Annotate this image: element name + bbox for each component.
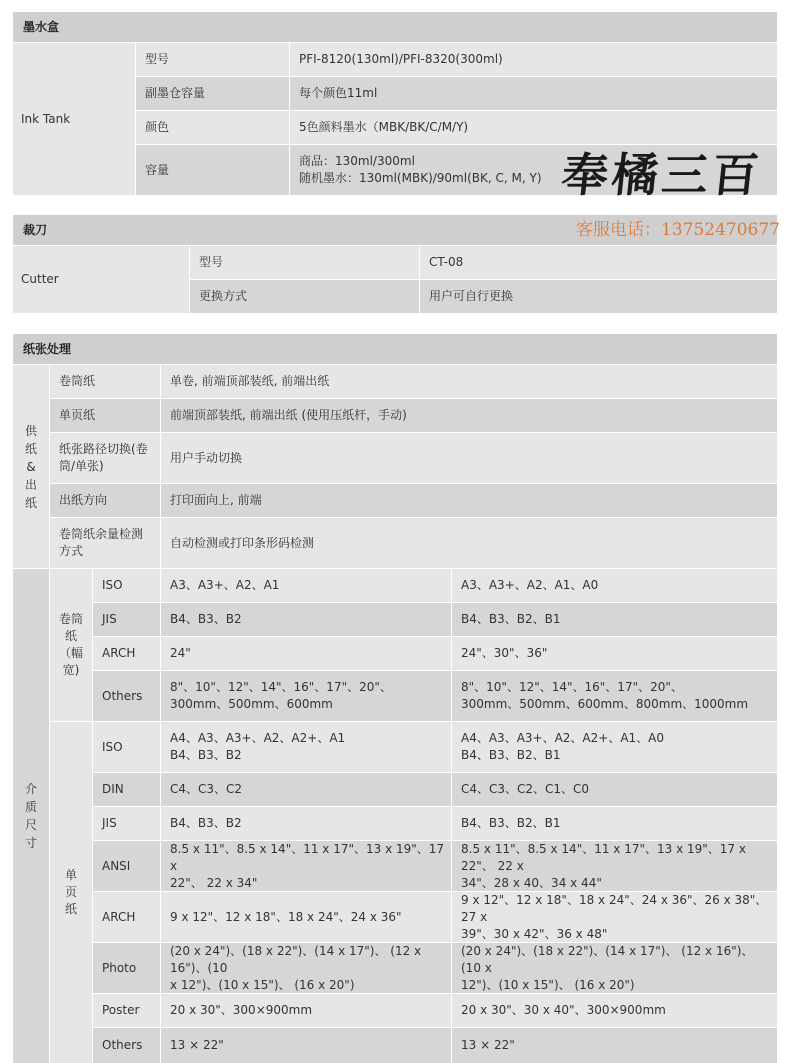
std-text: Others [102, 1038, 143, 1052]
size-text: 20 x 30"、300×900mm [170, 1003, 313, 1017]
cutter-row-value [420, 280, 777, 313]
row-name-text: 单页纸 [59, 408, 96, 422]
sheet-std [93, 773, 160, 806]
feed-row-value [161, 365, 777, 398]
sheet-size-b [452, 722, 777, 772]
sheet-size-a [161, 773, 451, 806]
sheet-size-b [452, 943, 777, 993]
row-value-text: PFI-8120(130ml)/PFI-8320(300ml) [299, 52, 503, 66]
row-value-text: 用户手动切换 [170, 450, 243, 465]
sheet-std [93, 943, 160, 993]
sheet-size-a [161, 722, 451, 772]
row-name-text: 颜色 [145, 120, 170, 134]
roll-std [93, 637, 160, 670]
std-text: JIS [102, 612, 117, 626]
feed-row-name [50, 399, 160, 432]
std-text: DIN [102, 782, 124, 796]
size-line: B4、B3、B2、B1 [461, 748, 561, 762]
size-text: 24"、30"、36" [461, 646, 548, 660]
cutter-label-text: Cutter [21, 272, 59, 286]
sheet-size-a [161, 841, 451, 891]
cutter-row-name [190, 280, 419, 313]
row-name-text: 副墨仓容量 [145, 86, 206, 100]
row-value-text: 自动检测或打印条形码检测 [170, 535, 315, 550]
cutter-header-text: 裁刀 [23, 222, 48, 237]
cutter-row-value [420, 246, 777, 279]
sheet-size-a [161, 994, 451, 1027]
size-text: 13 × 22" [170, 1038, 224, 1052]
row-name-text: 容量 [145, 162, 170, 177]
sheet-std [93, 841, 160, 891]
sheet-size-b [452, 994, 777, 1027]
paper-header-text: 纸张处理 [23, 341, 72, 356]
size-text: C4、C3、C2、C1、C0 [461, 782, 590, 796]
row-value-line: 商品：130ml/300ml [299, 154, 415, 168]
std-text: Others [102, 688, 143, 703]
ink-tank-row-value [290, 77, 777, 110]
sheet-label-text: 单页纸 [64, 868, 77, 916]
size-text: B4、B3、B2、B1 [461, 816, 561, 830]
roll-size-a [161, 671, 451, 721]
sheet-size-b [452, 773, 777, 806]
size-line: 300mm、500mm、600mm [170, 697, 333, 711]
row-name-text: 型号 [199, 255, 224, 269]
size-line: A4、A3、A3+、A2、A2+、A1 [170, 731, 346, 745]
size-text: 13 × 22" [461, 1038, 515, 1052]
row-value-text: 单卷, 前端顶部装纸, 前端出纸 [170, 374, 330, 388]
ink-tank-label-text: Ink Tank [21, 111, 71, 126]
feed-row-name [50, 433, 160, 483]
ink-tank-row-name [136, 77, 289, 110]
std-text: ISO [102, 739, 123, 754]
roll-size-b [452, 603, 777, 636]
row-name-text: 更换方式 [199, 289, 248, 303]
size-line: 8"、10"、12"、14"、16"、17"、20"、 [461, 680, 683, 694]
row-name-text: 卷筒纸余量检测方式 [59, 527, 144, 558]
feed-group-label [13, 365, 49, 568]
feed-row-value [161, 433, 777, 483]
sheet-size-b [452, 807, 777, 840]
roll-size-a [161, 569, 451, 602]
size-line: 34"、28 x 40、34 x 44" [461, 875, 602, 890]
size-text: B4、B3、B2、B1 [461, 612, 561, 626]
sheet-size-a [161, 1028, 451, 1063]
size-line: (20 x 24")、(18 x 22")、(14 x 17")、 (12 x 16")、(10 [170, 943, 422, 975]
sheet-size-b [452, 841, 777, 891]
size-line: 9 x 12"、12 x 18"、18 x 24"、24 x 36"、26 x 38"、27 x [461, 892, 768, 924]
std-text: Photo [102, 960, 137, 975]
size-text: 9 x 12"、12 x 18"、18 x 24"、24 x 36" [170, 909, 402, 924]
size-text: B4、B3、B2 [170, 816, 242, 830]
feed-row-name [50, 365, 160, 398]
std-text: ARCH [102, 646, 136, 660]
roll-std [93, 671, 160, 721]
row-value-line: 随机墨水：130ml(MBK)/90ml(BK, C, M, Y) [299, 171, 542, 185]
size-text: A3、A3+、A2、A1、A0 [461, 578, 599, 592]
size-line: 39"、30 x 42"、36 x 48" [461, 926, 608, 941]
cutter-row-name [190, 246, 419, 279]
std-text: ISO [102, 578, 123, 592]
size-text: 24" [170, 646, 191, 660]
row-name-text: 纸张路径切换(卷筒/单张) [59, 442, 148, 473]
feed-row-value [161, 484, 777, 517]
sheet-std [93, 807, 160, 840]
ink-tank-header-text: 墨水盒 [23, 19, 60, 34]
cutter-label [13, 246, 189, 313]
size-text: C4、C3、C2 [170, 782, 243, 796]
roll-size-a [161, 603, 451, 636]
std-text: JIS [102, 816, 117, 830]
media-group-label [13, 569, 49, 1063]
roll-label-text: 卷筒纸（幅宽) [58, 612, 83, 677]
ink-tank-header [13, 12, 777, 42]
sheet-std [93, 994, 160, 1027]
ink-tank-row-name [136, 145, 289, 195]
sheet-size-a [161, 943, 451, 993]
size-line: B4、B3、B2 [170, 748, 242, 762]
std-text: Poster [102, 1003, 140, 1017]
row-value-text: 5色颜料墨水（MBK/BK/C/M/Y) [299, 120, 469, 134]
ink-tank-row-value [290, 43, 777, 76]
size-line: 8"、10"、12"、14"、16"、17"、20"、 [170, 680, 392, 694]
ink-tank-row-name [136, 43, 289, 76]
sheet-std [93, 892, 160, 942]
feed-row-name [50, 518, 160, 568]
sheet-std [93, 722, 160, 772]
size-line: A4、A3、A3+、A2、A2+、A1、A0 [461, 731, 665, 745]
watermark-brand: 奉橘三百 [559, 148, 765, 202]
row-value-text: 前端顶部装纸, 前端出纸 (使用压纸杆，手动) [170, 408, 407, 422]
sheet-std [93, 1028, 160, 1063]
size-text: B4、B3、B2 [170, 612, 242, 626]
feed-group-text: 供纸&出纸 [24, 423, 37, 510]
feed-row-value [161, 399, 777, 432]
row-name-text: 卷筒纸 [59, 374, 96, 388]
roll-label [50, 569, 92, 721]
roll-size-b [452, 671, 777, 721]
feed-row-name [50, 484, 160, 517]
ink-tank-label [13, 43, 135, 195]
sheet-size-b [452, 892, 777, 942]
row-name-text: 出纸方向 [59, 493, 108, 507]
std-text: ANSI [102, 858, 131, 873]
feed-row-value [161, 518, 777, 568]
ink-tank-row-value [290, 111, 777, 144]
size-line: 22"、 22 x 34" [170, 875, 258, 890]
size-line: 8.5 x 11"、8.5 x 14"、11 x 17"、13 x 19"、17 x [170, 841, 445, 873]
std-text: ARCH [102, 909, 136, 924]
paper-header [13, 334, 777, 364]
size-text: 20 x 30"、30 x 40"、300×900mm [461, 1003, 666, 1017]
roll-size-a [161, 637, 451, 670]
roll-std [93, 569, 160, 602]
media-group-text: 介质尺寸 [24, 782, 37, 850]
size-line: 300mm、500mm、600mm、800mm、1000mm [461, 697, 749, 711]
row-value-text: CT-08 [429, 255, 464, 269]
sheet-size-b [452, 1028, 777, 1063]
row-value-text: 每个颜色11ml [299, 86, 378, 100]
row-value-text: 打印面向上, 前端 [170, 493, 262, 507]
sheet-size-a [161, 892, 451, 942]
size-line: (20 x 24")、(18 x 22")、(14 x 17")、 (12 x 16")、(10 x [461, 943, 754, 975]
sheet-label [50, 722, 92, 1063]
size-line: 12")、(10 x 15")、 (16 x 20") [461, 977, 635, 992]
row-name-text: 型号 [145, 52, 170, 66]
size-line: 8.5 x 11"、8.5 x 14"、11 x 17"、13 x 19"、17 x 22"、 22 x [461, 841, 746, 873]
size-line: x 12")、(10 x 15")、 (16 x 20") [170, 977, 355, 992]
ink-tank-row-name [136, 111, 289, 144]
watermark-phone: 客服电话：13752470677 [576, 220, 780, 240]
roll-size-b [452, 637, 777, 670]
roll-size-b [452, 569, 777, 602]
sheet-size-a [161, 807, 451, 840]
row-value-text: 用户可自行更换 [429, 289, 514, 303]
roll-std [93, 603, 160, 636]
size-text: A3、A3+、A2、A1 [170, 578, 280, 592]
